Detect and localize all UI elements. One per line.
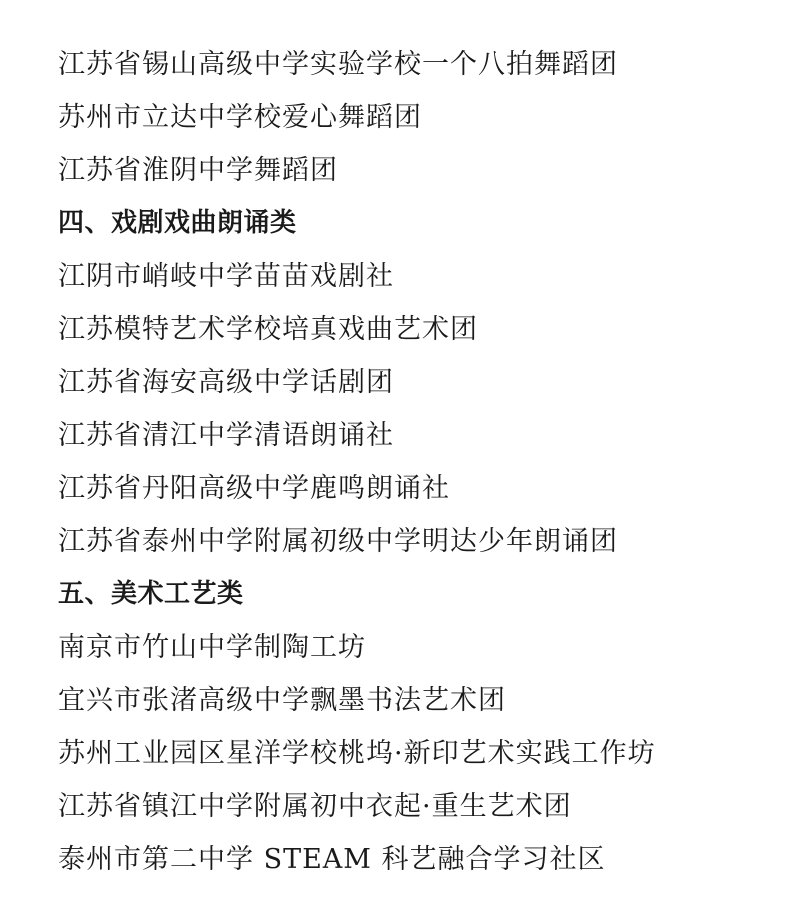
list-item: 江苏省镇江中学附属初中衣起·重生艺术团 <box>58 791 572 822</box>
section-heading: 四、戏剧戏曲朗诵类 <box>58 208 297 238</box>
list-item: 苏州市立达中学校爱心舞蹈团 <box>58 102 422 133</box>
section-heading: 五、美术工艺类 <box>58 579 244 609</box>
list-item: 江苏省淮阴中学舞蹈团 <box>58 155 338 186</box>
list-item: 江苏省清江中学清语朗诵社 <box>58 420 394 451</box>
list-item: 江苏省丹阳高级中学鹿鸣朗诵社 <box>58 473 450 504</box>
list-item: 宜兴市张渚高级中学飘墨书法艺术团 <box>58 685 506 716</box>
list-item: 南京市竹山中学制陶工坊 <box>58 632 366 663</box>
document-body <box>58 38 778 886</box>
list-item: 江苏省泰州中学附属初级中学明达少年朗诵团 <box>58 526 618 557</box>
list-item: 江阴市峭岐中学苗苗戏剧社 <box>58 261 394 292</box>
list-item: 江苏省海安高级中学话剧团 <box>58 367 394 398</box>
list-item: 泰州市第二中学 STEAM 科艺融合学习社区 <box>58 844 606 875</box>
list-item: 江苏模特艺术学校培真戏曲艺术团 <box>58 314 478 345</box>
list-item: 苏州工业园区星洋学校桃坞·新印艺术实践工作坊 <box>58 738 656 769</box>
list-item: 江苏省锡山高级中学实验学校一个八拍舞蹈团 <box>58 49 618 80</box>
